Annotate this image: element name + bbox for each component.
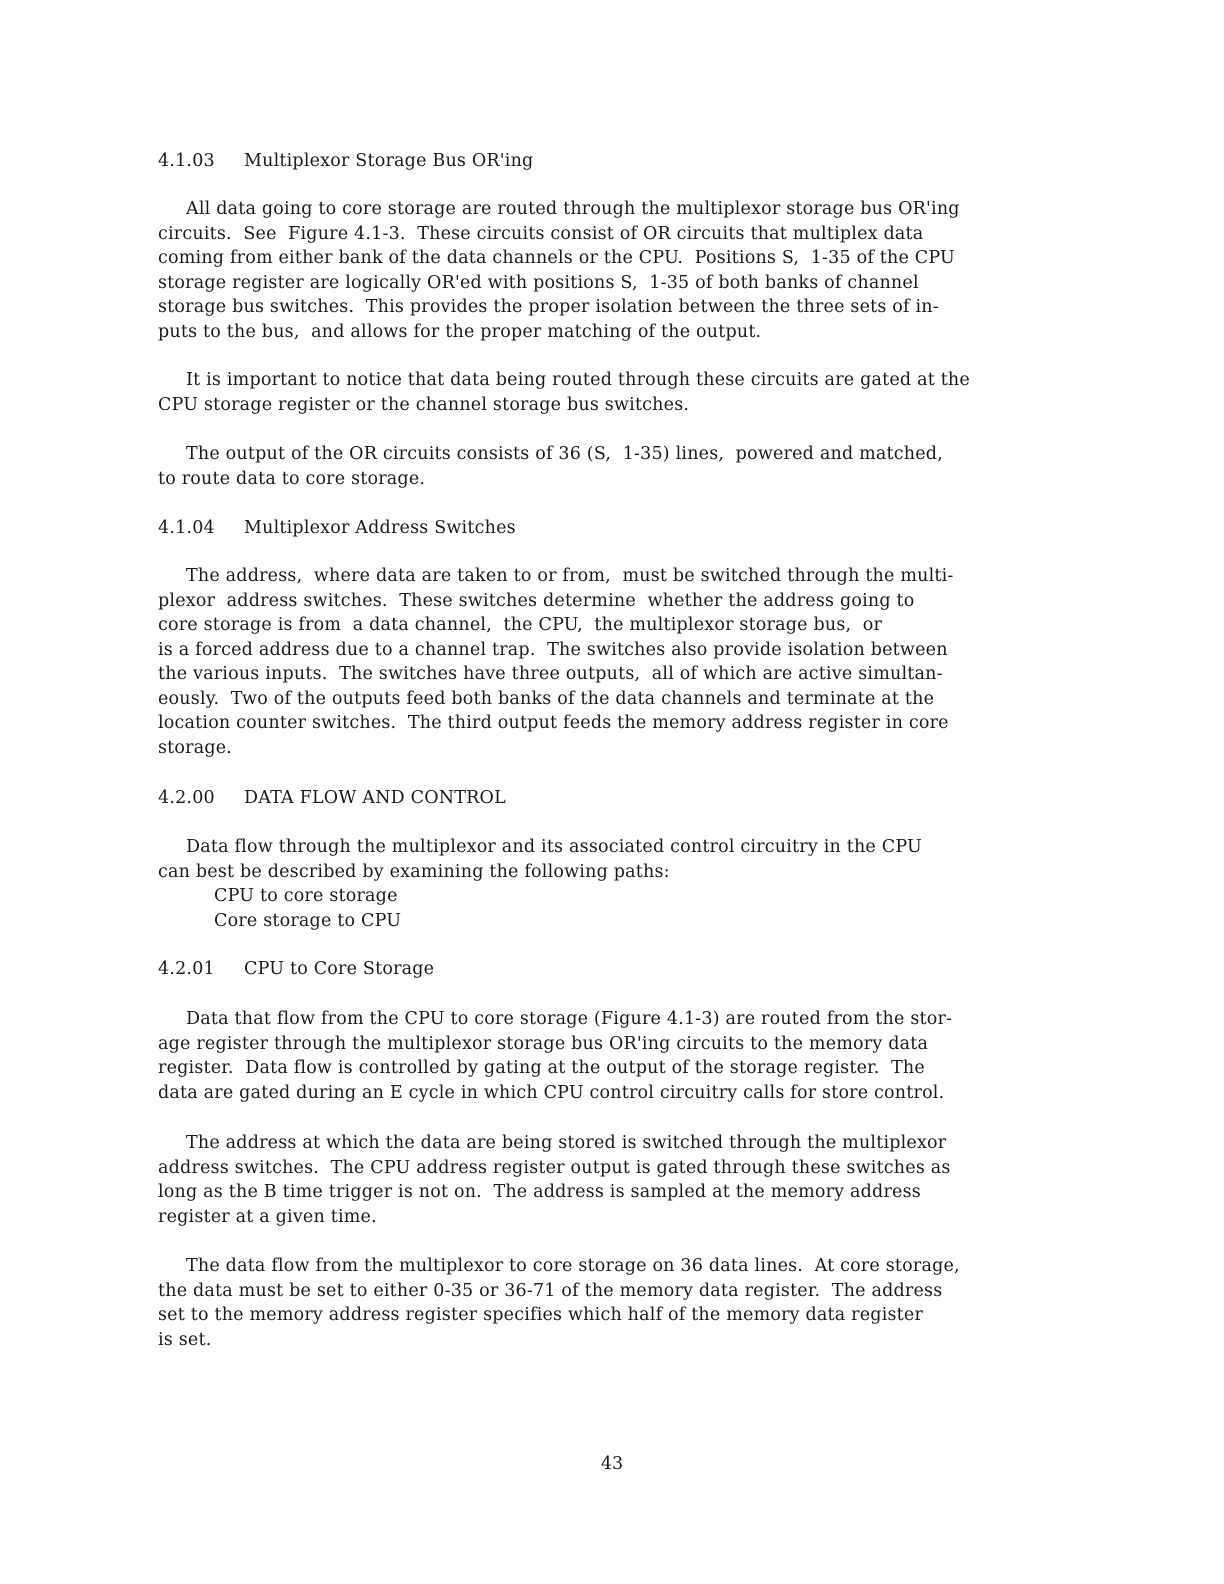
text-line: the data must be set to either 0-35 or 36-71 of the memory data register. The address: [158, 1280, 943, 1301]
text-line: set to the memory address register specifies which half of the memory data register: [158, 1305, 924, 1325]
section-number: 4.2.00: [158, 788, 215, 808]
paragraph: [158, 564, 1038, 760]
text-line: The output of the OR circuits consists of 36 (S, 1-35) lines, powered and matched,: [186, 444, 943, 464]
paragraph: [158, 1131, 1038, 1229]
text-line: long as the B time trigger is not on. The address is sampled at the memory address: [158, 1182, 921, 1202]
paragraph: [158, 197, 1038, 344]
section-title: Multiplexor Storage Bus OR'ing: [244, 151, 534, 171]
text-line: data are gated during an E cycle in which CPU control circuitry calls for store control.: [158, 1082, 945, 1103]
text-line: core storage is from a data channel, the CPU, the multiplexor storage bus, or: [158, 615, 883, 635]
paragraph: [158, 835, 1038, 933]
text-line: the various inputs. The switches have three outputs, all of which are active simultan-: [158, 664, 943, 684]
section-title: DATA FLOW AND CONTROL: [244, 788, 506, 808]
text-line: is a forced address due to a channel trap. The switches also provide isolation between: [158, 639, 948, 660]
text-line: All data going to core storage are routed through the multiplexor storage bus OR'ing: [186, 199, 960, 219]
section-title: CPU to Core Storage: [244, 959, 435, 979]
text-line: can best be described by examining the following paths:: [158, 861, 670, 882]
text-line: The address, where data are taken to or from, must be switched through the multi-: [186, 566, 954, 586]
list-item: CPU to core storage: [214, 886, 398, 906]
section-heading-4-1-03: [158, 149, 533, 173]
text-line: Data that flow from the CPU to core storage (Figure 4.1-3) are routed from the stor-: [186, 1009, 953, 1029]
text-line: CPU storage register or the channel storage bus switches.: [158, 394, 690, 415]
section-heading-4-2-01: [158, 957, 434, 981]
paragraph: [158, 1254, 1038, 1352]
text-line: The address at which the data are being stored is switched through the multiplexor: [186, 1133, 947, 1153]
paragraph: [158, 1007, 1038, 1105]
text-line: Data flow through the multiplexor and its associated control circuitry in the CPU: [186, 837, 922, 857]
text-line: storage bus switches. This provides the proper isolation between the three sets of in-: [158, 297, 939, 317]
section-number: 4.1.03: [158, 151, 215, 171]
text-line: register at a given time.: [158, 1206, 377, 1227]
section-heading-4-2-00: [158, 786, 506, 810]
text-line: The data flow from the multiplexor to core storage on 36 data lines. At core storage,: [186, 1256, 960, 1276]
text-line: storage.: [158, 737, 233, 758]
section-number: 4.1.04: [158, 518, 215, 538]
text-line: age register through the multiplexor storage bus OR'ing circuits to the memory data: [158, 1033, 929, 1054]
text-line: eously. Two of the outputs feed both banks of the data channels and terminate at the: [158, 688, 935, 709]
text-line: puts to the bus, and allows for the proper matching of the output.: [158, 321, 762, 342]
text-line: register. Data flow is controlled by gating at the output of the storage register. The: [158, 1058, 925, 1078]
section-heading-4-1-04: [158, 516, 516, 540]
paragraph: [158, 368, 1038, 417]
text-line: circuits. See Figure 4.1-3. These circuits consist of OR circuits that multiplex data: [158, 223, 924, 244]
text-line: location counter switches. The third output feeds the memory address register in core: [158, 713, 949, 733]
text-line: storage register are logically OR'ed with positions S, 1-35 of both banks of channel: [158, 272, 919, 293]
paragraph: [158, 442, 1038, 491]
section-title: Multiplexor Address Switches: [244, 518, 516, 538]
text-line: plexor address switches. These switches determine whether the address going to: [158, 590, 915, 611]
list-item: Core storage to CPU: [214, 910, 402, 931]
section-number: 4.2.01: [158, 959, 215, 979]
text-line: to route data to core storage.: [158, 468, 426, 489]
text-line: is set.: [158, 1329, 212, 1350]
page-number: 43: [600, 1454, 624, 1474]
text-line: It is important to notice that data being routed through these circuits are gated at the: [186, 370, 970, 390]
text-line: coming from either bank of the data channels or the CPU. Positions S, 1-35 of the CPU: [158, 248, 955, 268]
text-line: address switches. The CPU address register output is gated through these switches as: [158, 1157, 951, 1178]
